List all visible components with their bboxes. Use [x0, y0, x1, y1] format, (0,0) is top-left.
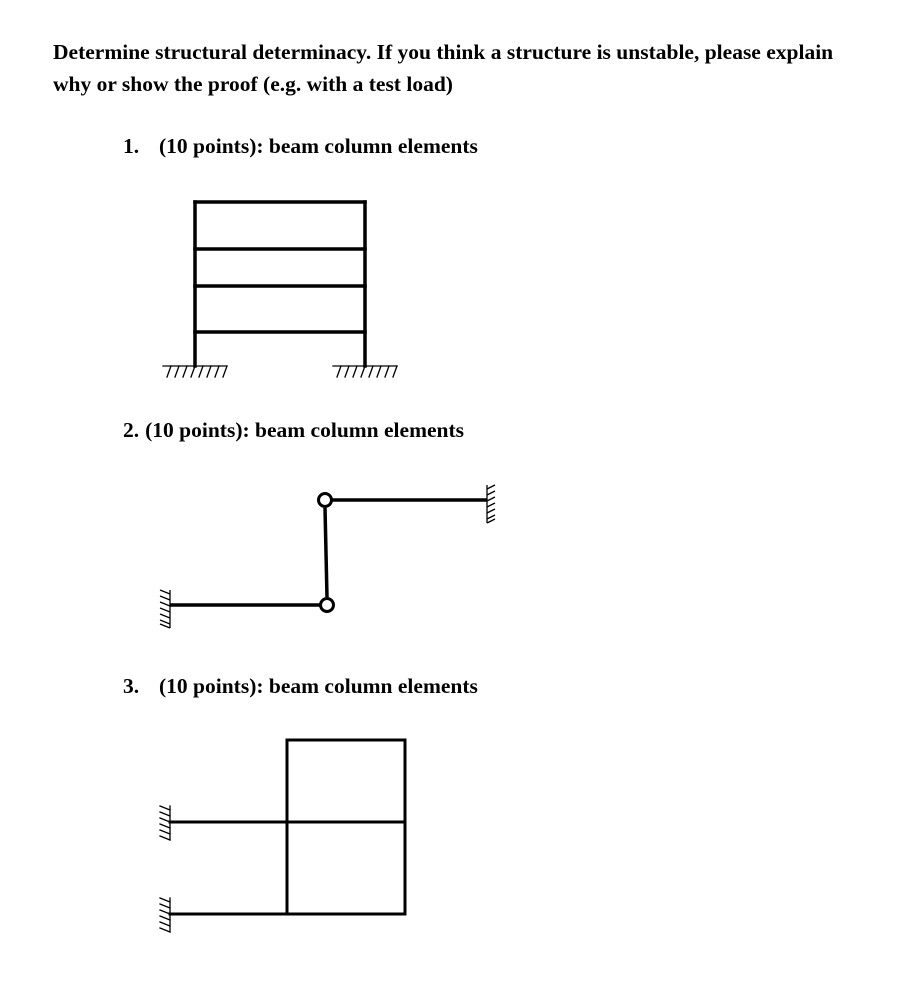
question-number: 2.	[123, 418, 140, 442]
fixed-support-right	[487, 485, 495, 523]
fixed-support-left	[163, 366, 227, 377]
figure-3-frame	[160, 740, 405, 932]
question-number: 3.	[123, 674, 140, 698]
question-number: 1.	[123, 134, 140, 158]
figure-1-frame	[163, 202, 397, 377]
frame-members	[195, 202, 365, 366]
hinge	[321, 599, 334, 612]
fixed-support-left	[160, 590, 170, 628]
question-text: (10 points): beam column elements	[159, 674, 478, 698]
fixed-support-right	[333, 366, 397, 377]
figure-2-frame	[160, 485, 495, 628]
frame-members	[170, 740, 405, 914]
question-text: (10 points): beam column elements	[159, 134, 478, 158]
hinge	[319, 494, 332, 507]
question-text: (10 points): beam column elements	[145, 418, 465, 442]
instructions-text: Determine structural determinacy. If you think a structure is unstable, please explain why or show the proof (e.g. with a test load)	[53, 40, 834, 96]
frame-members	[170, 500, 487, 605]
